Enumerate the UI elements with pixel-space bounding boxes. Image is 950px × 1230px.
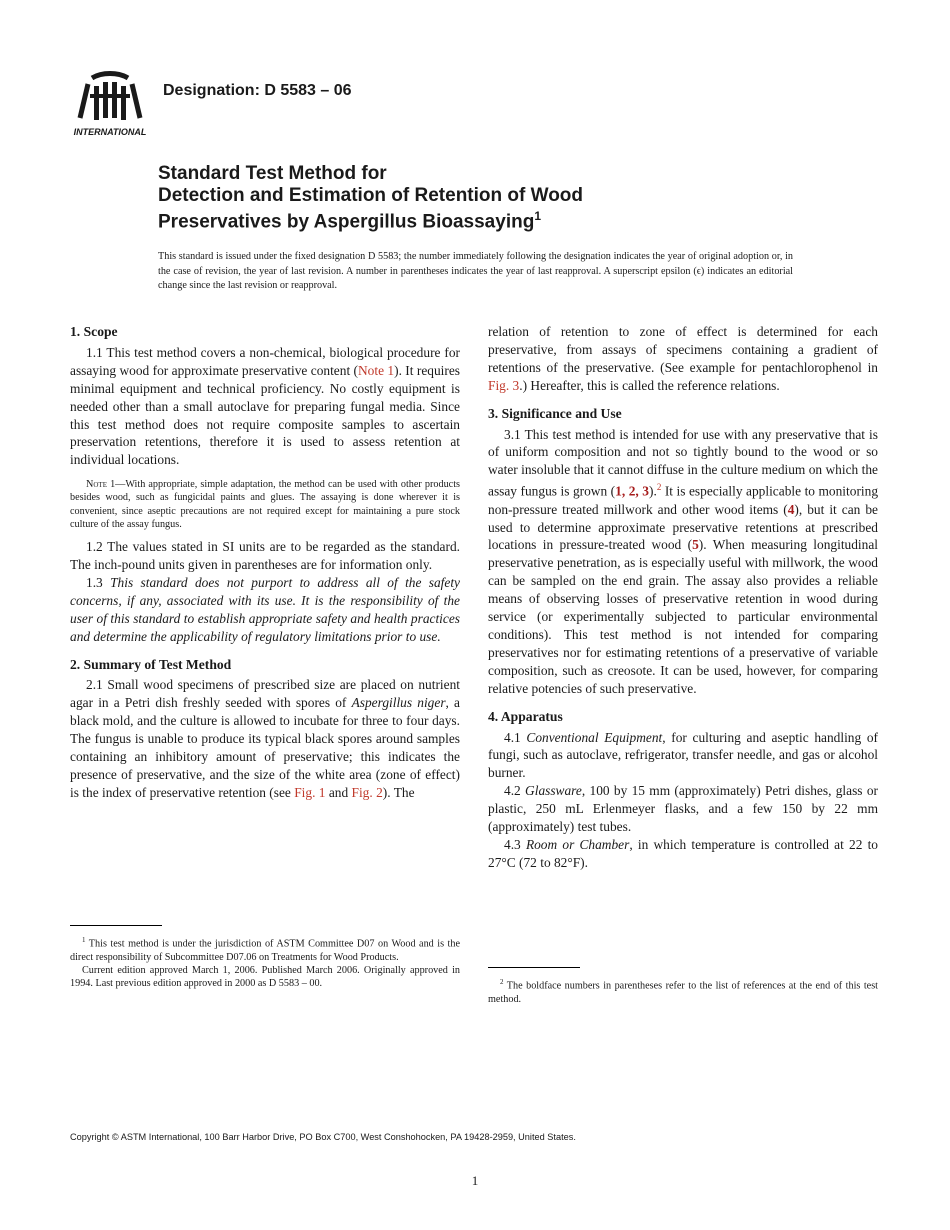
title-footnote-ref[interactable]: 1 (534, 209, 541, 223)
section-heading-scope: 1. Scope (70, 324, 118, 339)
para-2-1: 2.1 Small wood specimens of prescribed size are placed on nutrient agar in a Petri dish freshly seeded with spores of Aspergillus niger, a black mold, and the culture is allowed to incubate for three to four days. The fungus is unable to produce its typical black spores around samples containing an inhibitory amount of preservative; this indicates the presence of preservative, and the size of the white area (zone of effect) is the index of preservative retention (see Fig. 1 and Fig. 2). The (70, 677, 460, 800)
section-heading-significance: 3. Significance and Use (488, 405, 622, 421)
para-1-3: 1.3 This standard does not purport to address all of the safety concerns, if any, associated with its use. It is the responsibility of the user of this standard to establish appropriate safety and health practices and determine the applicability of regulatory limitations prior to use. (70, 574, 461, 644)
logo-wordmark: INTERNATIONAL (73, 127, 147, 137)
fig-1-link[interactable]: Fig. 1 (294, 784, 326, 800)
title-line-3: Preservatives by Aspergillus Bioassaying$^1$ (158, 209, 541, 233)
left-column (70, 323, 460, 802)
astm-logo (70, 70, 150, 138)
designation: Designation: D 5583 – 06 (163, 82, 352, 99)
ref-4-link[interactable]: 4 (787, 501, 795, 517)
copyright-notice: Copyright © ASTM International, 100 Barr Harbor Drive, PO Box C700, West Conshohocken, PA 19428-2959, United States. (70, 1132, 576, 1142)
page-title (158, 163, 778, 233)
ref-1-link[interactable]: 1 (615, 483, 622, 499)
para-4-1: 4.1 Conventional Equipment, for culturing and aseptic handling of fungi, such as autoclave, refrigerator, transfer needle, and gas or alcohol burner. (488, 729, 879, 781)
footnotes-left (70, 934, 460, 990)
note-1-link[interactable]: Note 1 (358, 362, 395, 378)
note-1: Note 1—With appropriate, simple adaptation, the method can be used with other products besides wood, such as fungicidal paints and glues. The assaying is done wherever it is convenient, since aseptic precautions are not required except for maintaining a pure stock culture of the assay fungus. (70, 479, 460, 530)
section-heading-summary: 2. Summary of Test Method (70, 656, 232, 672)
footnote-divider-right (488, 967, 580, 968)
fig-2-link[interactable]: Fig. 2 (351, 784, 383, 800)
para-2-1-continued: relation of retention to zone of effect is determined for each preservative, from assays of specimens containing a gradient of retentions of the preservative. (See example for pentachlorophenol in Fig. 3.) Hereafter, this is called the reference relations. (488, 324, 878, 393)
fig-3-link[interactable]: Fig. 3 (488, 377, 520, 393)
footnote-2-ref[interactable]: 2 (656, 482, 662, 493)
para-4-3: 4.3 Room or Chamber, in which temperature is controlled at 22 to 27°C (72 to 82°F). (488, 836, 878, 870)
astm-logo-icon (70, 70, 150, 138)
title-line-2: Detection and Estimation of Retention of Wood (158, 184, 584, 206)
page-number: 1 (471, 1173, 479, 1188)
ref-3-link[interactable]: 3 (642, 483, 649, 499)
para-3-1: 3.1 This test method is intended for use with any preservative that is of uniform composition and not so tightly bound to the wood or so water insoluble that it cannot diffuse in the culture medium on which the assay fungus is grown (1, 2, 3).$^2$ It is especially applicable to monitoring non-pressure treated millwork and other wood items (4), but it can be used to determine approximate preservative retentions at prescribed locations in pressure-treated wood (5). When measuring longitudinal preservative penetration, as is especially useful with millwork, the wood can be sampled on the end grain. The assay also provides a reliable means of observing losses of preservative retention in wood during service (or experimentally subjected to particular environmental conditions). This test method is not intended for comparing preservatives nor for estimating retentions of a preservative of variable composition, such as creosote. It can be used, however, for comparing relative potencies of such preservative. (488, 426, 879, 696)
footnote-2: $^2$ The boldface numbers in parentheses refer to the list of references at the end of this test method. (488, 978, 878, 1005)
footnote-1: $^1$ This test method is under the jurisdiction of ASTM Committee D07 on Wood and is the direct responsibility of Subcommittee D07.06 on Treatments for Wood Products. (70, 936, 460, 963)
ref-2-link[interactable]: 2 (628, 483, 636, 499)
issued-statement: This standard is issued under the fixed designation D 5583; the number immediately following the designation indicates the year of original adoption or, in the case of revision, the year of last revision. A number in parentheses indicates the year of last reapproval. A superscript epsilon (ϵ) indicates an editorial change since the last revision or reapproval. (158, 251, 793, 291)
section-heading-apparatus: 4. Apparatus (488, 708, 563, 724)
footnote-1-edition: Current edition approved March 1, 2006. Published March 2006. Originally approved in 1994. Last previous edition approved in 2000 as D 5583 – 00. (70, 964, 460, 989)
footnotes-right (488, 976, 878, 1006)
right-column (488, 323, 878, 872)
ref-5-link[interactable]: 5 (692, 537, 699, 553)
para-1-1: 1.1 This test method covers a non-chemical, biological procedure for assaying wood for approximate preservative content (Note 1). It requires minimal equipment and technical proficiency. No costly equipment is needed other than a small autoclave for preparing fungal media. Since this test method does not require composite samples to ascertain preservation retentions, therefore it is used to assess retention at individual locations. (70, 344, 460, 468)
para-1-2: 1.2 The values stated in SI units are to be regarded as the standard. The inch-pound units given in parentheses are for information only. (70, 539, 460, 572)
footnote-divider-left (70, 925, 162, 926)
para-4-2: 4.2 Glassware, 100 by 15 mm (approximately) Petri dishes, glass or plastic, 250 mL Erlenmeyer flasks, and a few 150 by 22 mm (approximately) test tubes. (488, 783, 878, 835)
title-line-1: Standard Test Method for (158, 163, 387, 184)
